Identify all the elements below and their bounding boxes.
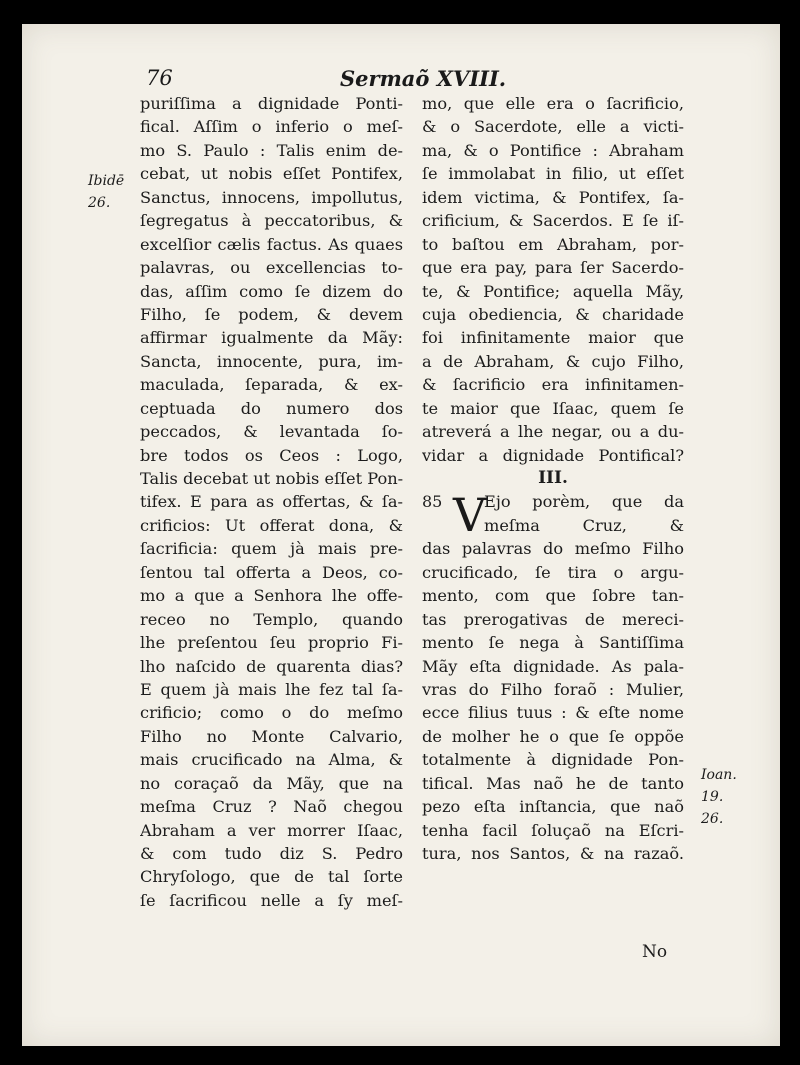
text-line: fical. Aſſim o inferio o meſ- (140, 117, 403, 137)
text-line: bre todos os Ceos : Logo, (140, 445, 403, 465)
text-line: mo, que elle era o ſacrificio, (422, 94, 684, 113)
text-line: te, & Pontifice; aquella Mãy, (422, 281, 684, 301)
right-column-bottom-text (422, 490, 684, 865)
page-number: 76 (146, 66, 173, 90)
text-line: vras do Filho foraõ : Mulier, (422, 679, 684, 699)
text-line: de molher he o que ſe oppõe (422, 726, 684, 746)
text-line: meſma Cruz ? Naõ chegou (140, 797, 403, 817)
right-column-top-text (422, 92, 684, 467)
text-line: a de Abraham, & cujo Filho, (422, 351, 684, 371)
text-line: mo a que a Senhora lhe offe- (140, 586, 403, 606)
text-line: tura, nos Santos, & na razaõ. (422, 844, 684, 863)
right-column (422, 92, 684, 865)
text-line: crificio; como o do meſmo (140, 703, 403, 723)
margin-note-line: Ioan. (701, 767, 737, 783)
text-line: ſentou tal offerta a Deos, co- (140, 562, 403, 582)
text-line: & o Sacerdote, elle a victi- (422, 117, 684, 137)
text-line: foi infinitamente maior que (422, 328, 684, 348)
text-line: peccados, & levantada ſo- (140, 422, 403, 442)
text-line: maculada, ſeparada, & ex- (140, 375, 403, 395)
text-line: mais crucificado na Alma, & (140, 750, 403, 770)
text-line: ſegregatus à peccatoribus, & (140, 211, 403, 231)
text-line: meſma Cruz, & (484, 515, 684, 535)
text-line: Chryſologo, que de tal ſorte (140, 867, 403, 887)
text-line: idem victima, & Pontifex, ſa- (422, 187, 684, 207)
text-line: Talis decebat ut nobis eſſet Pon- (140, 469, 403, 488)
text-line: atreverá a lhe negar, ou a du- (422, 422, 684, 442)
text-line: excelſior cælis factus. As quaes (140, 234, 403, 254)
text-line: no coraçaõ da Mãy, que na (140, 773, 403, 793)
text-line: mento ſe nega à Santiſſima (422, 633, 684, 653)
running-title: Sermaõ XVIII. (340, 66, 507, 91)
section-heading: III. (538, 468, 568, 488)
paragraph-block (422, 490, 684, 865)
text-line: Sancta, innocente, pura, im- (140, 351, 403, 371)
text-line: & com tudo diz S. Pedro (140, 844, 403, 863)
margin-note-right (701, 764, 737, 830)
text-line: ceptuada do numero dos (140, 398, 403, 418)
margin-note-line: 26. (701, 811, 724, 827)
text-line: lho naſcido de quarenta dias? (140, 656, 403, 676)
text-line: tenha facil ſoluçaõ na Eſcri- (422, 820, 684, 840)
text-line: to baſtou em Abraham, por- (422, 234, 684, 254)
text-line: tas prerogativas de mereci- (422, 609, 684, 629)
paragraph-number: 85 (422, 492, 443, 512)
text-line: ſe ſacrificou nelle a ſy meſ- (140, 890, 403, 910)
margin-note-left (88, 170, 124, 214)
text-line: ſacrificia: quem jà mais pre- (140, 539, 403, 559)
text-line: totalmente à dignidade Pon- (422, 750, 684, 770)
text-line: Mãy eſta dignidade. As pala- (422, 656, 684, 676)
text-line: cuja obediencia, & charidade (422, 304, 684, 324)
text-line: & ſacrificio era infinitamen- (422, 375, 684, 395)
text-line: vidar a dignidade Pontifical? (422, 445, 684, 465)
text-line: puriſſima a dignidade Ponti- (140, 94, 403, 113)
text-line: que era pay, para ſer Sacerdo- (422, 258, 684, 278)
margin-note-line: Ibidē (88, 173, 125, 189)
text-line: E quem jà mais lhe fez tal ſa- (140, 679, 403, 699)
text-line: tifex. E para as offertas, & ſa- (140, 492, 403, 512)
text-line: Filho no Monte Calvario, (140, 726, 403, 746)
text-line: lhe preſentou ſeu proprio Fi- (140, 633, 403, 653)
drop-cap: V (453, 488, 487, 543)
text-line: ecce filius tuus : & eſte nome (422, 703, 684, 723)
text-line: crucificado, ſe tira o argu- (422, 562, 684, 582)
text-line: Ejo porèm, que da (484, 492, 684, 512)
text-line: crificium, & Sacerdos. E ſe iſ- (422, 211, 684, 231)
text-line: pezo eſta inſtancia, que naõ (422, 797, 684, 817)
text-line: mento, com que ſobre tan- (422, 586, 684, 606)
text-line: mo S. Paulo : Talis enim de- (140, 140, 403, 160)
text-line: cebat, ut nobis eſſet Pontifex, (140, 164, 403, 184)
text-line: ma, & o Pontifice : Abraham (422, 140, 684, 160)
text-line: das, aſſim como ſe dizem do (140, 281, 403, 301)
margin-note-line: 26. (88, 195, 111, 211)
text-line: crificios: Ut offerat dona, & (140, 515, 403, 535)
text-line: palavras, ou excellencias to- (140, 258, 403, 278)
text-line: das palavras do meſmo Filho (422, 539, 684, 559)
margin-note-line: 19. (701, 789, 724, 805)
text-line: receo no Templo, quando (140, 609, 403, 629)
text-line: te maior que Iſaac, quem ſe (422, 398, 684, 418)
text-line: Filho, ſe podem, & devem (140, 304, 403, 324)
text-line: tifical. Mas naõ he de tanto (422, 773, 684, 793)
text-line: Sanctus, innocens, impollutus, (140, 187, 403, 207)
book-page (22, 24, 780, 1046)
catchword: No (642, 942, 668, 962)
text-line: Abraham a ver morrer Iſaac, (140, 820, 403, 840)
left-column (140, 92, 403, 912)
text-line: affirmar igualmente da Mãy: (140, 328, 403, 348)
text-line: ſe immolabat in filio, ut eſſet (422, 164, 684, 184)
